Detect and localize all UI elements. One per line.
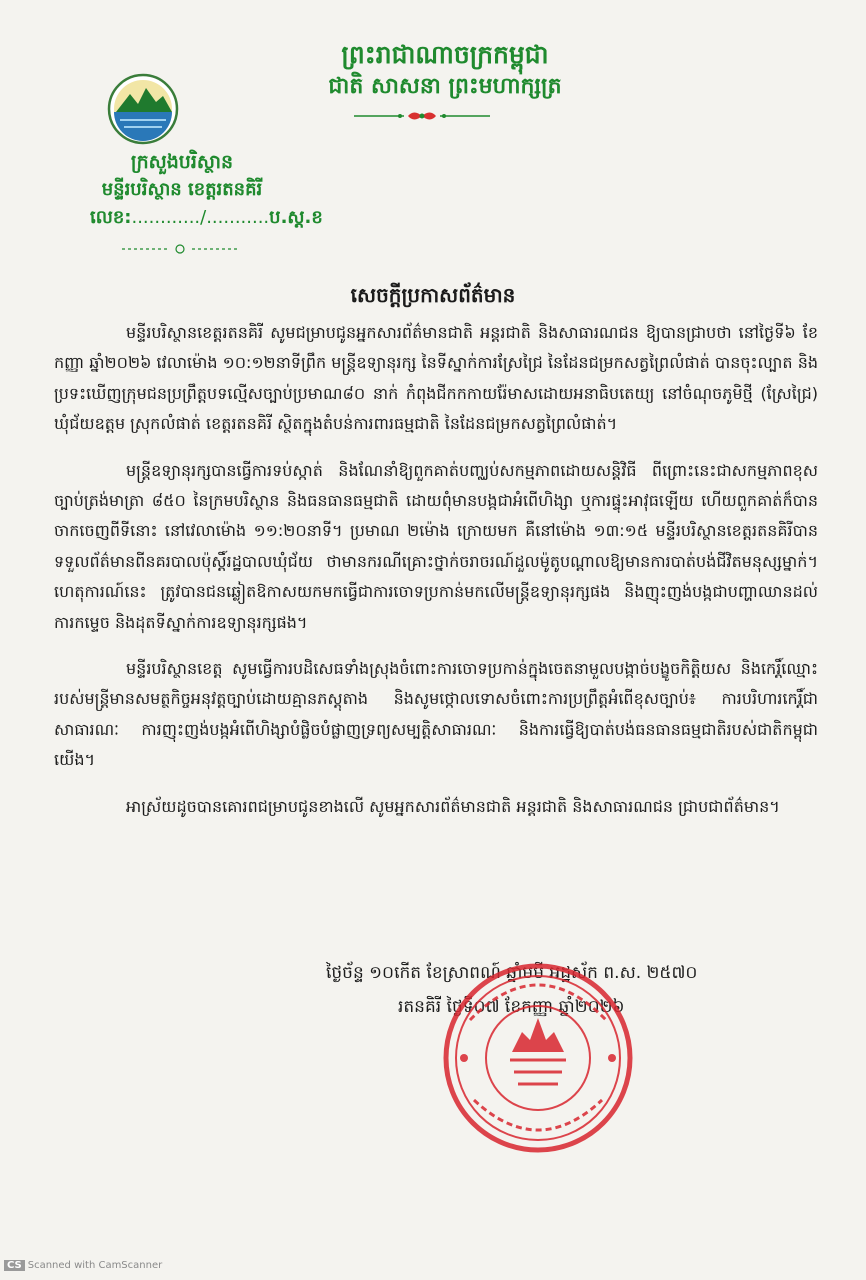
camscanner-logo: CS — [4, 1260, 25, 1271]
solar-date: រតនគិរី ថ្ងៃទី០៧ ខែកញ្ញា ឆ្នាំ២០២៦ — [398, 997, 625, 1017]
reference-dots: ............/........... — [131, 207, 270, 228]
national-motto: ជាតិ សាសនា ព្រះមហាក្សត្រ — [328, 74, 562, 99]
ministry-logo — [106, 72, 180, 146]
scanner-text: Scanned with CamScanner — [27, 1260, 163, 1271]
header-ornament — [352, 107, 492, 125]
official-seal — [440, 960, 636, 1156]
scanner-watermark — [4, 1260, 162, 1271]
ministry-ornament — [120, 242, 240, 256]
reference-label: លេខ: — [90, 207, 132, 228]
kingdom-header — [300, 38, 590, 102]
ministry-name: ក្រសួងបរិស្ថាន — [130, 151, 234, 173]
reference-suffix: ប.ស្ត.ខ — [269, 207, 323, 228]
department-name: មន្ទីរបរិស្ថាន ខេត្តរតនគិរី — [101, 179, 263, 200]
kingdom-title: ព្រះរាជាណាចក្រកម្ពុជា — [341, 40, 549, 69]
paragraph-1: មន្ទីរបរិស្ថានខេត្តរតនគិរី សូមជម្រាបជូនអ្នកសារព័ត៌មានជាតិ អន្តរជាតិ និងសាធារណជន ឱ្យបានជ្រាបថា នៅថ្ងៃទី៦ ខែកញ្ញា ឆ្នាំ២០២៦ វេលាម៉ោង ១០:១២នាទីព្រឹក មន្ត្រីឧទ្យានុរក្ស នៃទីស្នាក់ការស្រែជ្រៃ នៃដែនជម្រកសត្វព្រៃលំផាត់ បានចុះល្បាត និងប្រទះឃើញក្រុមជនប្រព្រឹត្តបទល្មើសច្បាប់ប្រមាណ៨០ នាក់ កំពុងជីកកកាយរ៉ែមាសដោយអនាធិបតេយ្យ នៅចំណុចភូមិថ្មី (ស្រែជ្រៃ) ឃុំជ័យឧត្តម ស្រុកលំផាត់ ខេត្តរតនគិរី ស្ថិតក្នុងតំបន់ការពារធម្មជាតិ នៃដែនជម្រកសត្វព្រៃលំផាត់។ — [54, 323, 818, 434]
lunar-date: ថ្ងៃច័ន្ទ ១០កើត ខែស្រាពណ៍ ឆ្នាំមមី អដ្ឋស័ក ព.ស. ២៥៧០ — [326, 963, 698, 983]
document-body — [54, 318, 818, 838]
paragraph-3: មន្ទីរបរិស្ថានខេត្ត សូមធ្វើការបដិសេធទាំងស្រុងចំពោះការចោទប្រកាន់ក្នុងចេតនាមួលបង្កាច់បង្ខូចកិត្តិយស និងកេរ្តិ៍ឈ្មោះរបស់មន្ត្រីមានសមត្ថកិច្ចអនុវត្តច្បាប់ដោយគ្មានភស្តុតាង និងសូមថ្កោលទោសចំពោះការប្រព្រឹត្តអំពើខុសច្បាប់៖ ការបរិហារកេរ្តិ៍ជាសាធារណៈ ការញុះញង់បង្កអំពើហិង្សាបំផ្លិចបំផ្លាញទ្រព្យសម្បត្តិសាធារណៈ និងការធ្វើឱ្យបាត់បង់ធនធានធម្មជាតិរបស់ជាតិកម្ពុជាយើង។ — [54, 659, 818, 770]
paragraph-2: មន្ត្រីឧទ្យានុរក្សបានធ្វើការទប់ស្កាត់ និងណែនាំឱ្យពួកគាត់បញ្ឈប់សកម្មភាពដោយសន្តិវិធី ពីព្រោះនេះជាសកម្មភាពខុសច្បាប់ត្រង់មាត្រា ៨៥០ នៃក្រមបរិស្ថាន និងធនធានធម្មជាតិ ដោយពុំមានបង្កជាអំពើហិង្សា ឬការផ្ទុះអាវុធឡើយ ហើយពួកគាត់ក៏បានចាកចេញពីទីនោះ នៅវេលាម៉ោង ១១:២០នាទី។ ប្រមាណ ២ម៉ោង ក្រោយមក គឺនៅម៉ោង ១៣:១៥ មន្ទីរបរិស្ថានខេត្តរតនគិរីបានទទួលព័ត៌មានពីនគរបាលប៉ុស្តិ៍រដ្ឋបាលឃុំជ័យ ថាមានករណីគ្រោះថ្នាក់ចរាចរណ៍ដួលម៉ូតូបណ្តាលឱ្យមានការបាត់បង់ជីវិតមនុស្សម្នាក់។ ហេតុការណ៍នេះ ត្រូវបានជនឆ្លៀតឱកាសយកមកធ្វើជាការចោទប្រកាន់មកលើមន្ត្រីឧទ្យានុរក្សផង និងញុះញង់បង្កជាបញ្ហាឈានដល់ការកម្ទេច និងដុតទីស្នាក់ការឧទ្យានុរក្សផង។ — [54, 460, 818, 632]
paragraph-4: អាស្រ័យដូចបានគោរពជម្រាបជូនខាងលើ សូមអ្នកសារព័ត៌មានជាតិ អន្តរជាតិ និងសាធារណជន ជ្រាបជាព័ត៌មាន។ — [126, 796, 780, 816]
document-title: សេចក្តីប្រកាសព័ត៌មាន — [350, 283, 516, 307]
ministry-block — [72, 148, 323, 232]
reference-number — [72, 204, 323, 232]
